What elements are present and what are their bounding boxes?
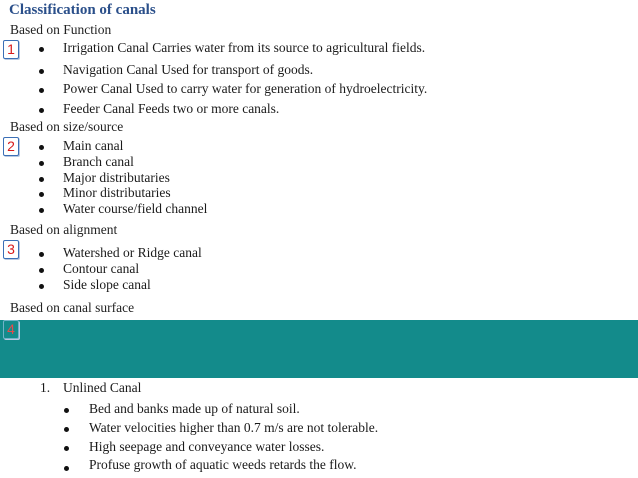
bullet-icon bbox=[64, 446, 69, 451]
bullet-icon bbox=[39, 161, 44, 166]
section-heading-size-source: Based on size/source bbox=[10, 119, 124, 134]
section-number-badge-2: 2 bbox=[3, 137, 19, 156]
bullet-icon bbox=[39, 284, 44, 289]
list-item: Water velocities higher than 0.7 m/s are not tolerable. bbox=[89, 420, 379, 435]
bullet-icon bbox=[64, 427, 69, 432]
section-heading-canal-surface: Based on canal surface bbox=[10, 300, 135, 315]
section-number-badge-1: 1 bbox=[3, 40, 19, 59]
list-item: Feeder Canal Feeds two or more canals. bbox=[63, 101, 280, 116]
list-item: Bed and banks made up of natural soil. bbox=[89, 401, 300, 416]
subheading-unlined-canal: Unlined Canal bbox=[63, 380, 142, 395]
bullet-icon bbox=[39, 177, 44, 182]
list-number: 1. bbox=[40, 380, 51, 395]
bullet-icon bbox=[39, 252, 44, 257]
list-item: Navigation Canal Used for transport of goods. bbox=[63, 62, 314, 77]
bullet-icon bbox=[39, 208, 44, 213]
list-item: Main canal bbox=[63, 138, 124, 153]
list-item: Power Canal Used to carry water for generation of hydroelectricity. bbox=[63, 81, 428, 96]
image-placeholder-bar bbox=[0, 320, 638, 378]
list-item: Contour canal bbox=[63, 261, 140, 276]
section-number-badge-3: 3 bbox=[3, 240, 19, 259]
bullet-icon bbox=[64, 408, 69, 413]
bullet-icon bbox=[39, 88, 44, 93]
bullet-icon bbox=[39, 268, 44, 273]
bullet-icon bbox=[64, 466, 69, 471]
list-item: High seepage and conveyance water losses. bbox=[89, 439, 325, 454]
section-heading-alignment: Based on alignment bbox=[10, 222, 118, 237]
list-item: Minor distributaries bbox=[63, 185, 171, 200]
bullet-icon bbox=[39, 108, 44, 113]
section-heading-function: Based on Function bbox=[10, 22, 112, 37]
bullet-icon bbox=[39, 47, 44, 52]
page-title: Classification of canals bbox=[9, 2, 156, 18]
list-item: Water course/field channel bbox=[63, 201, 208, 216]
bullet-icon bbox=[39, 145, 44, 150]
list-item: Watershed or Ridge canal bbox=[63, 245, 202, 260]
list-item: Major distributaries bbox=[63, 170, 170, 185]
bullet-icon bbox=[39, 69, 44, 74]
list-item: Profuse growth of aquatic weeds retards the flow. bbox=[89, 457, 357, 472]
list-item: Irrigation Canal Carries water from its source to agricultural fields. bbox=[63, 40, 426, 55]
list-item: Side slope canal bbox=[63, 277, 151, 292]
bullet-icon bbox=[39, 192, 44, 197]
section-number-badge-4: 4 bbox=[3, 320, 19, 339]
list-item: Branch canal bbox=[63, 154, 134, 169]
